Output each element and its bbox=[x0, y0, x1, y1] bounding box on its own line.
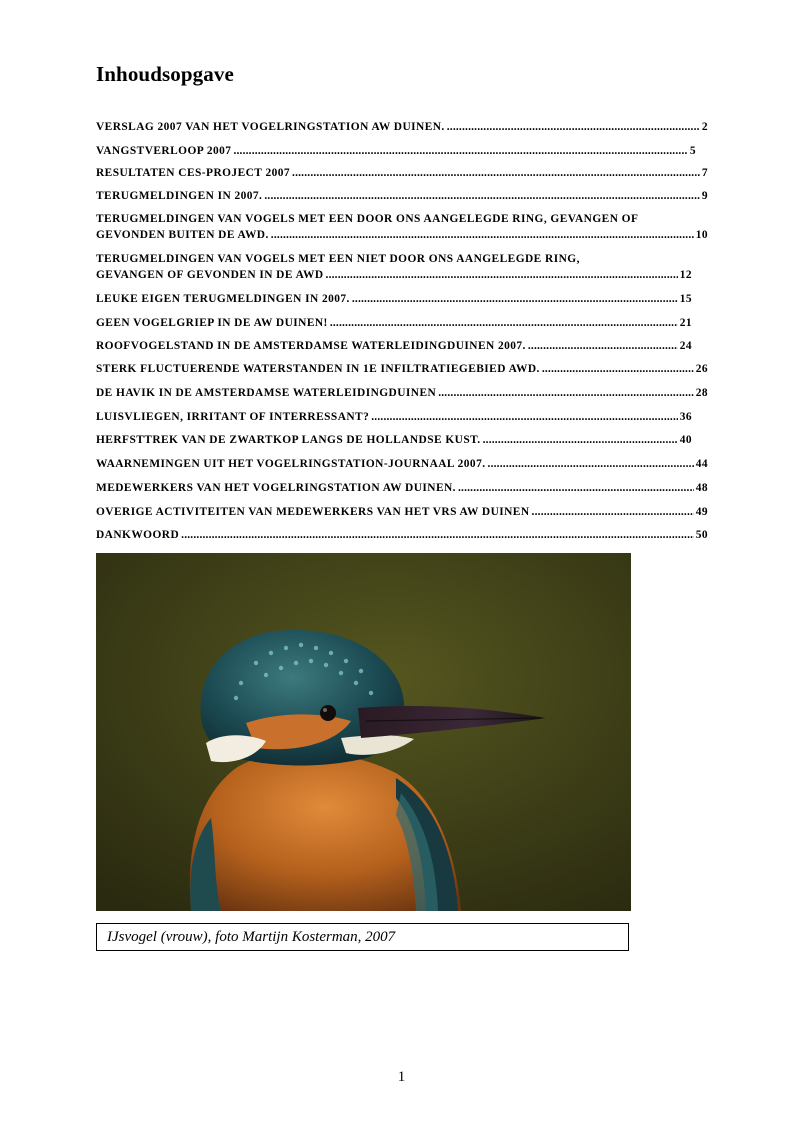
toc-entry[interactable] bbox=[96, 410, 692, 426]
toc-leader-dots bbox=[264, 189, 699, 205]
toc-entry-title-line1: TERUGMELDINGEN VAN VOGELS MET EEN NIET DOOR ONS AANGELEGDE RING, bbox=[96, 253, 580, 265]
toc-entry-title: STERK FLUCTUERENDE WATERSTANDEN IN 1E INFILTRATIEGEBIED AWD. bbox=[96, 363, 540, 375]
kingfisher-photo bbox=[96, 553, 631, 911]
toc-leader-dots bbox=[292, 166, 700, 182]
page-number: 1 bbox=[397, 1069, 406, 1085]
toc-page-number: 15 bbox=[679, 293, 692, 305]
toc-page-number: 9 bbox=[701, 190, 708, 202]
toc-page-number: 44 bbox=[695, 458, 708, 470]
toc-page-number: 10 bbox=[695, 228, 708, 241]
page-title: Inhoudsopgave bbox=[96, 62, 234, 86]
kingfisher-illustration bbox=[96, 553, 631, 911]
photo-caption: IJsvogel (vrouw), foto Martijn Kosterman, 2007 bbox=[96, 923, 629, 951]
toc-entry[interactable] bbox=[96, 362, 708, 378]
toc-page-number: 40 bbox=[679, 434, 692, 446]
toc-leader-dots bbox=[233, 144, 687, 160]
toc-entry-title: VERSLAG 2007 VAN HET VOGELRINGSTATION AW DUINEN. bbox=[96, 121, 445, 133]
toc-page-number: 12 bbox=[679, 268, 692, 281]
toc-entry-title: VANGSTVERLOOP 2007 bbox=[96, 145, 232, 157]
toc-entry[interactable] bbox=[96, 457, 708, 473]
toc-entry-title-line1: TERUGMELDINGEN VAN VOGELS MET EEN DOOR ONS AANGELEGDE RING, GEVANGEN OF bbox=[96, 213, 639, 225]
toc-leader-dots bbox=[271, 228, 694, 244]
toc-page-number: 5 bbox=[689, 145, 696, 157]
toc-entry-title: DE HAVIK IN DE AMSTERDAMSE WATERLEIDINGDUINEN bbox=[96, 387, 437, 399]
toc-entry-title: LUISVLIEGEN, IRRITANT OF INTERRESSANT? bbox=[96, 411, 370, 423]
toc-page-number: 36 bbox=[679, 411, 692, 423]
toc-page-number: 28 bbox=[695, 387, 708, 399]
toc-entry[interactable] bbox=[96, 189, 708, 205]
toc-leader-dots bbox=[371, 410, 677, 426]
toc-entry[interactable] bbox=[96, 316, 692, 332]
toc-leader-dots bbox=[326, 268, 678, 284]
toc-leader-dots bbox=[458, 481, 694, 497]
toc-leader-dots bbox=[488, 457, 694, 473]
toc-entry[interactable] bbox=[96, 505, 708, 521]
toc-entry[interactable] bbox=[96, 144, 696, 160]
toc-leader-dots bbox=[330, 316, 678, 332]
toc-entry[interactable] bbox=[96, 528, 708, 544]
toc-page-number: 50 bbox=[695, 529, 708, 541]
toc-entry[interactable] bbox=[96, 252, 692, 283]
toc-entry-title: RESULTATEN CES-PROJECT 2007 bbox=[96, 167, 291, 179]
toc-entry-title: WAARNEMINGEN UIT HET VOGELRINGSTATION-JOURNAAL 2007. bbox=[96, 458, 486, 470]
toc-page-number: 7 bbox=[701, 167, 708, 179]
toc-leader-dots bbox=[447, 120, 700, 136]
toc-entry-title: GEEN VOGELGRIEP IN DE AW DUINEN! bbox=[96, 317, 328, 329]
toc-leader-dots bbox=[528, 339, 678, 355]
toc-entry-title: GEVANGEN OF GEVONDEN IN DE AWD bbox=[96, 268, 324, 281]
toc-page-number: 21 bbox=[679, 317, 692, 329]
toc-entry[interactable] bbox=[96, 166, 708, 182]
toc-leader-dots bbox=[438, 386, 694, 402]
toc-entry[interactable] bbox=[96, 120, 708, 136]
toc-leader-dots bbox=[352, 292, 678, 308]
toc-page-number: 24 bbox=[679, 340, 692, 352]
toc-page-number: 49 bbox=[695, 506, 708, 518]
toc-entry[interactable] bbox=[96, 292, 692, 308]
toc-entry[interactable] bbox=[96, 212, 708, 243]
toc-entry-title: ROOFVOGELSTAND IN DE AMSTERDAMSE WATERLEIDINGDUINEN 2007. bbox=[96, 340, 526, 352]
toc-entry-title: DANKWOORD bbox=[96, 529, 180, 541]
toc-entry[interactable] bbox=[96, 386, 708, 402]
toc-leader-dots bbox=[542, 362, 694, 378]
toc-entry-title: GEVONDEN BUITEN DE AWD. bbox=[96, 228, 269, 241]
toc-leader-dots bbox=[532, 505, 694, 521]
toc-page-number: 2 bbox=[701, 121, 708, 133]
toc-entry-title: LEUKE EIGEN TERUGMELDINGEN IN 2007. bbox=[96, 293, 350, 305]
toc-entry-title: HERFSTTREK VAN DE ZWARTKOP LANGS DE HOLLANDSE KUST. bbox=[96, 434, 481, 446]
toc-entry[interactable] bbox=[96, 481, 708, 497]
toc-entry-title: MEDEWERKERS VAN HET VOGELRINGSTATION AW DUINEN. bbox=[96, 482, 456, 494]
toc-entry-title: OVERIGE ACTIVITEITEN VAN MEDEWERKERS VAN HET VRS AW DUINEN bbox=[96, 506, 530, 518]
toc-page-number: 48 bbox=[695, 482, 708, 494]
toc-entry-title: TERUGMELDINGEN IN 2007. bbox=[96, 190, 263, 202]
toc-page-number: 26 bbox=[695, 363, 708, 375]
toc-leader-dots bbox=[483, 433, 678, 449]
toc-entry[interactable] bbox=[96, 339, 692, 355]
toc-entry[interactable] bbox=[96, 433, 692, 449]
toc-leader-dots bbox=[181, 528, 694, 544]
